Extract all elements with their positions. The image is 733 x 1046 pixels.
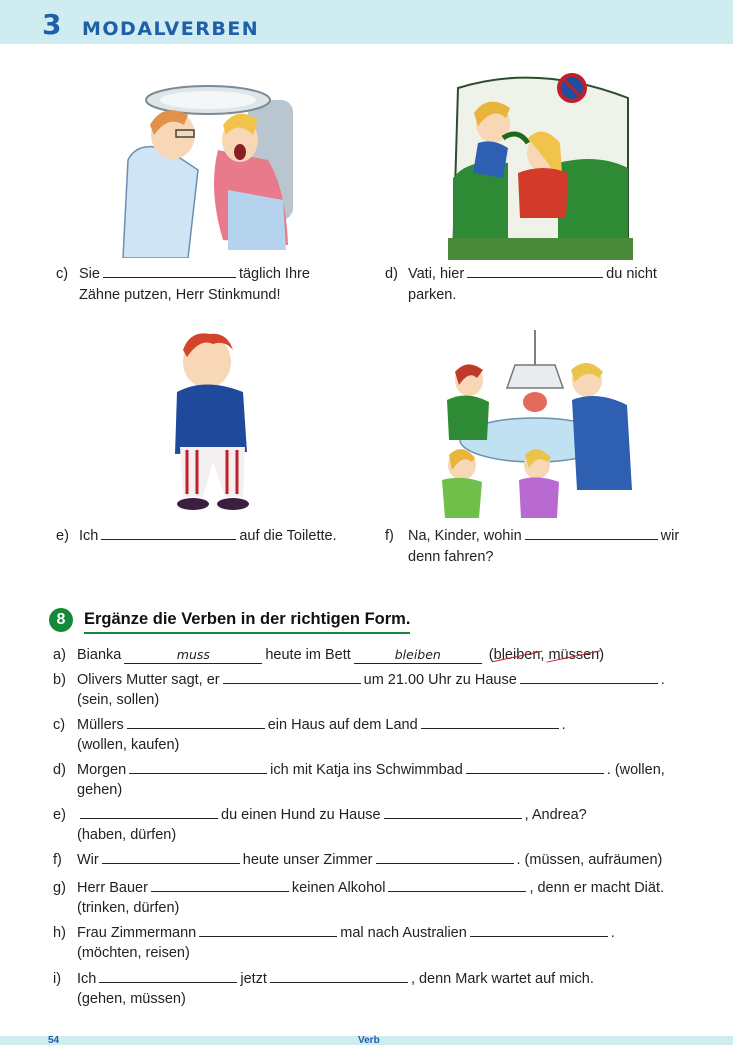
- caption-f-text2: wir: [660, 528, 680, 544]
- item-text: heute unser Zimmer: [242, 852, 373, 868]
- answer-field-1[interactable]: [80, 804, 218, 819]
- caption-c: [56, 263, 310, 306]
- caption-c-line2: Zähne putzen, Herr Stinkmund!: [79, 287, 281, 303]
- item-text: mal nach Australien: [340, 925, 467, 941]
- item-text: keinen Alkohol: [291, 880, 386, 896]
- item-text: , denn er macht Diät.: [529, 880, 665, 896]
- item-text: um 21.00 Uhr zu Hause: [363, 672, 517, 688]
- caption-f-label: f): [385, 528, 394, 544]
- caption-d-line2: parken.: [408, 287, 457, 303]
- item-text: Frau Zimmermann: [77, 925, 197, 941]
- item-text: Herr Bauer: [77, 880, 148, 896]
- item-hint: (haben, dürfen): [77, 827, 177, 843]
- caption-d-text1: Vati, hier: [408, 266, 465, 282]
- item-label: b): [53, 672, 66, 688]
- item-text: Wir: [77, 852, 99, 868]
- exercise-item-d: [53, 759, 665, 800]
- caption-d-blank[interactable]: [467, 263, 603, 278]
- item-label: g): [53, 880, 66, 896]
- caption-e-text2: auf die Toilette.: [239, 528, 337, 544]
- exercise-number-badge: 8: [49, 608, 73, 632]
- item-text: .: [610, 925, 615, 941]
- answer-field-1[interactable]: [223, 669, 361, 684]
- item-text: Olivers Mutter sagt, er: [77, 672, 220, 688]
- caption-e-text1: Ich: [79, 528, 99, 544]
- answer-field-2[interactable]: [421, 714, 559, 729]
- exercise-item-c: [53, 714, 566, 755]
- caption-d: [385, 263, 657, 306]
- answer-field-1[interactable]: [102, 849, 240, 864]
- caption-c-text1: Sie: [79, 266, 100, 282]
- answer-field-2[interactable]: [470, 922, 608, 937]
- answer-field-2[interactable]: [384, 804, 522, 819]
- item-text: .: [660, 672, 665, 688]
- answer-field-1[interactable]: muss: [124, 648, 262, 664]
- exercise-item-b: [53, 669, 665, 710]
- answer-field-1[interactable]: [99, 968, 237, 983]
- boy-toilet-illustration: [165, 322, 263, 514]
- item-text: heute im Bett: [265, 647, 351, 663]
- caption-e-blank[interactable]: [101, 525, 236, 540]
- caption-d-label: d): [385, 266, 398, 282]
- item-text: Ich: [77, 971, 97, 987]
- item-text: du einen Hund zu Hause: [221, 807, 381, 823]
- answer-field-2[interactable]: [270, 968, 408, 983]
- item-label: h): [53, 925, 66, 941]
- item-text: ich mit Katja ins Schwimmbad: [270, 762, 463, 778]
- item-hint: (möchten, reisen): [77, 945, 190, 961]
- family-table-illustration: [437, 330, 635, 518]
- hint-word-struck: bleiben: [493, 647, 541, 663]
- exercise-item-i: [53, 968, 594, 1009]
- caption-f: [385, 525, 679, 568]
- item-text: . (müssen, aufräumen): [516, 852, 663, 868]
- chapter-title: MODALVERBEN: [82, 18, 260, 40]
- item-label: d): [53, 762, 66, 778]
- item-hint: (wollen, kaufen): [77, 737, 180, 753]
- item-text: .: [561, 717, 566, 733]
- caption-e: [56, 525, 337, 547]
- answer-field-1[interactable]: [127, 714, 265, 729]
- answer-field-2[interactable]: bleiben: [354, 648, 482, 664]
- caption-f-blank[interactable]: [525, 525, 658, 540]
- item-text: jetzt: [240, 971, 267, 987]
- exercise-item-h: [53, 922, 615, 963]
- exercise-item-f: [53, 849, 662, 870]
- dentist-illustration: [118, 80, 296, 258]
- item-text: , denn Mark wartet auf mich.: [410, 971, 594, 987]
- chapter-number: 3: [42, 8, 62, 41]
- footer-section: Verb: [358, 1035, 380, 1046]
- answer-field-1[interactable]: [129, 759, 267, 774]
- caption-c-blank[interactable]: [103, 263, 236, 278]
- item-text: Bianka: [77, 647, 122, 663]
- answer-field-2[interactable]: [466, 759, 604, 774]
- item-label: i): [53, 971, 62, 987]
- item-label: c): [53, 717, 66, 733]
- item-hint: (gehen, müssen): [77, 991, 186, 1007]
- page-number: 54: [48, 1035, 60, 1046]
- answer-field-1[interactable]: [151, 877, 289, 892]
- item-label: f): [53, 852, 62, 868]
- item-hint: gehen): [77, 782, 123, 798]
- car-parking-illustration: [448, 68, 633, 260]
- item-text: Müllers: [77, 717, 124, 733]
- exercise-item-g: [53, 877, 664, 918]
- caption-d-text2: du nicht: [606, 266, 657, 282]
- item-label: a): [53, 647, 66, 663]
- item-text: , Andrea?: [524, 807, 587, 823]
- caption-f-text1: Na, Kinder, wohin: [408, 528, 522, 544]
- caption-c-text2: täglich Ihre: [238, 266, 310, 282]
- item-label: e): [53, 807, 66, 823]
- hint-word-struck: müssen: [548, 647, 600, 663]
- caption-f-line2: denn fahren?: [408, 549, 494, 565]
- exercise-title: Ergänze die Verben in der richtigen Form.: [84, 610, 410, 634]
- item-text: ein Haus auf dem Land: [267, 717, 418, 733]
- answer-field-2[interactable]: [520, 669, 658, 684]
- answer-field-1[interactable]: [199, 922, 337, 937]
- answer-field-2[interactable]: [376, 849, 514, 864]
- caption-e-label: e): [56, 528, 69, 544]
- exercise-item-a: a) Bianka muss heute im Bett bleiben (bleiben, müssen): [53, 647, 605, 663]
- answer-field-2[interactable]: [388, 877, 526, 892]
- item-hint: (sein, sollen): [77, 692, 160, 708]
- item-hint: (trinken, dürfen): [77, 900, 180, 916]
- exercise-item-e: [53, 804, 587, 845]
- caption-c-label: c): [56, 266, 69, 282]
- item-text: Morgen: [77, 762, 127, 778]
- item-text: . (wollen,: [606, 762, 665, 778]
